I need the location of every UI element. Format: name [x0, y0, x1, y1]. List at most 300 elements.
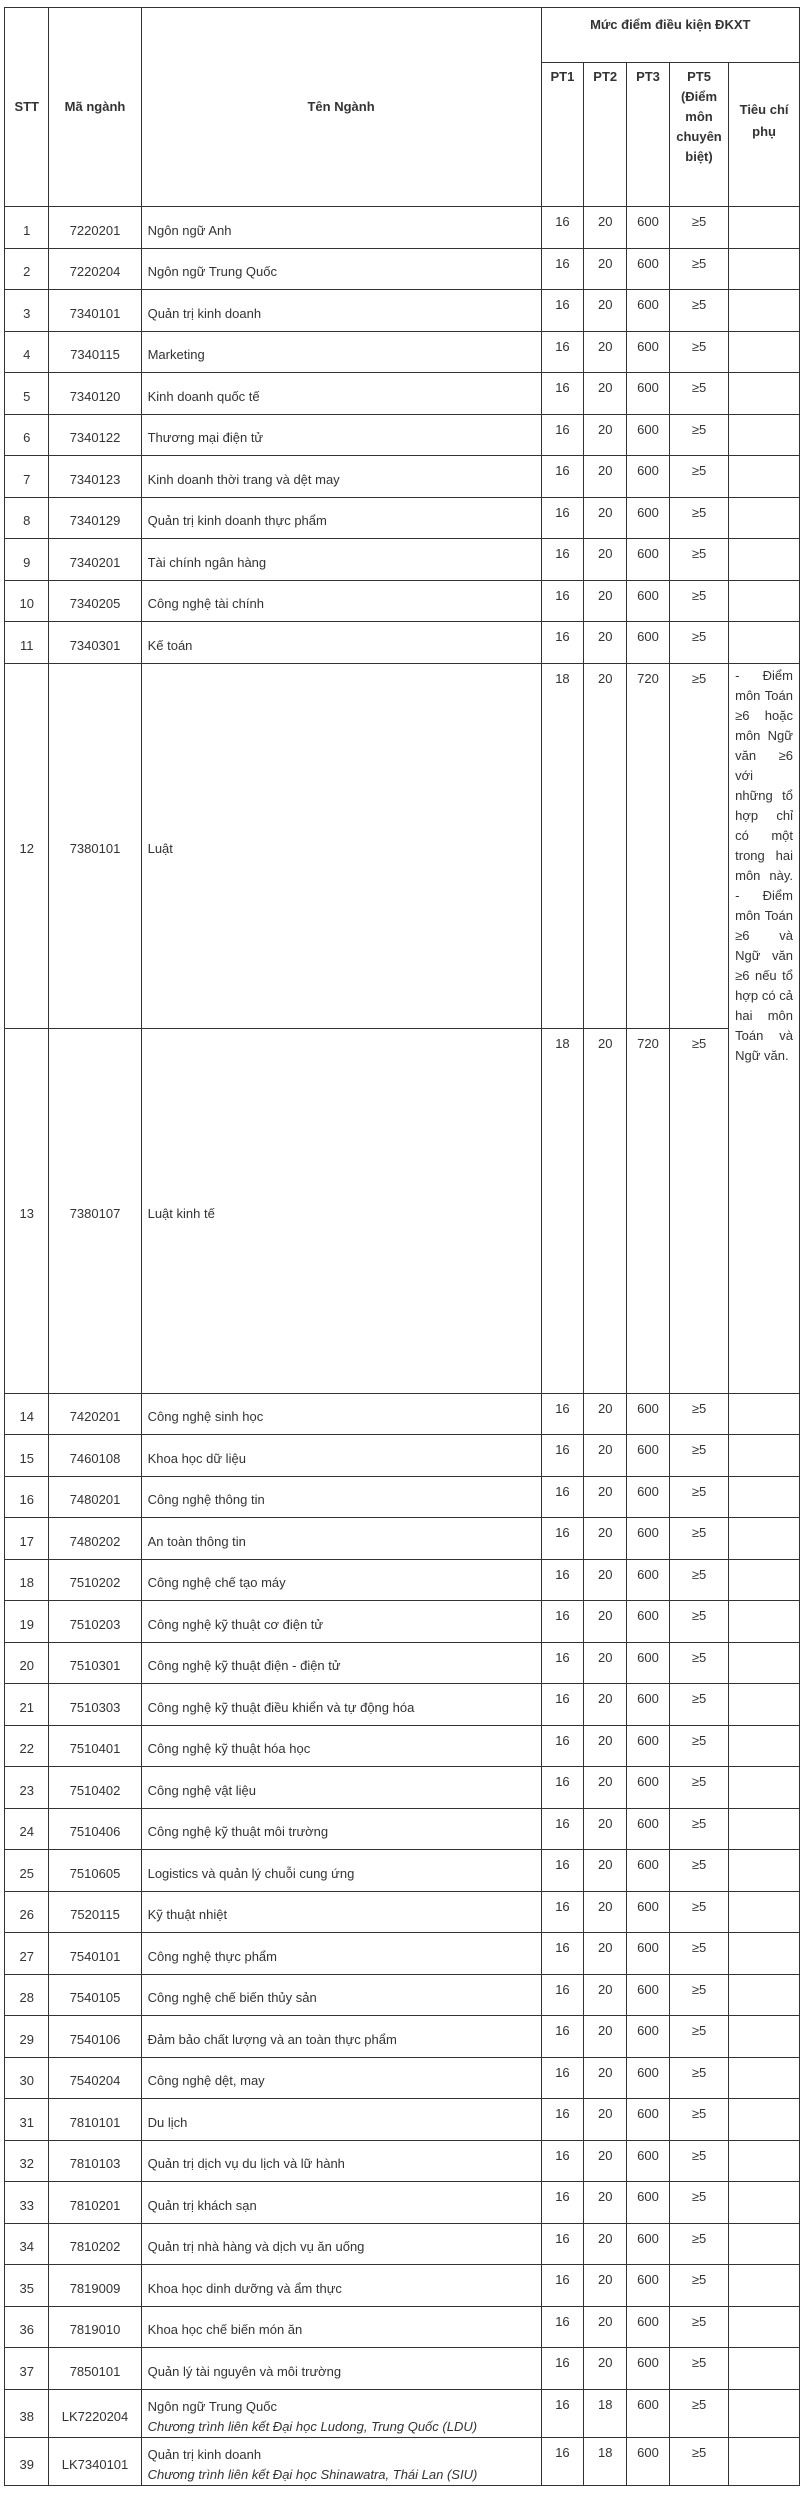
row-pt3: 600: [627, 580, 670, 622]
table-row: [5, 497, 800, 539]
row-code: 7380101: [49, 663, 141, 1028]
row-pt2: 20: [584, 1601, 627, 1643]
row-code: 7220201: [49, 207, 141, 249]
row-name: [141, 1435, 541, 1477]
row-pt3: 600: [627, 2348, 670, 2390]
row-name: [141, 1725, 541, 1767]
row-pt3: 600: [627, 539, 670, 581]
row-pt1: 16: [541, 414, 584, 456]
row-pt2: 20: [584, 2182, 627, 2224]
row-code: 7540106: [49, 2016, 141, 2058]
row-pt5: ≥5: [669, 2099, 728, 2141]
row-stt: 13: [5, 1028, 49, 1393]
row-stt: 10: [5, 580, 49, 622]
row-pt2: 20: [584, 663, 627, 1028]
row-pt5: ≥5: [669, 2348, 728, 2390]
row-pt3: 600: [627, 1518, 670, 1560]
row-program-note: Chương trình liên kết Đại học Shinawatra, Thái Lan (SIU): [147, 2466, 478, 2482]
row-tieu-chi-phu: [729, 1808, 800, 1850]
row-stt: 19: [5, 1601, 49, 1643]
row-stt: 7: [5, 456, 49, 498]
row-pt5: ≥5: [669, 1684, 728, 1726]
table-row: [5, 622, 800, 664]
row-tieu-chi-phu: [729, 2140, 800, 2182]
row-code: 7510406: [49, 1808, 141, 1850]
row-pt3: 600: [627, 1476, 670, 1518]
row-code: 7510402: [49, 1767, 141, 1809]
row-pt2: 18: [584, 2437, 627, 2485]
table-row: [5, 2348, 800, 2390]
row-pt2: 20: [584, 2140, 627, 2182]
row-name-text: Kỹ thuật nhiệt: [147, 1907, 228, 1923]
row-pt5: ≥5: [669, 1850, 728, 1892]
table-row: [5, 248, 800, 290]
row-pt3: 600: [627, 207, 670, 249]
row-name: [141, 2348, 541, 2390]
row-pt1: 16: [541, 1808, 584, 1850]
row-pt3: 600: [627, 2437, 670, 2485]
row-tieu-chi-phu: [729, 1767, 800, 1809]
row-tieu-chi-phu: [729, 1684, 800, 1726]
row-stt: 12: [5, 663, 49, 1028]
row-pt5: ≥5: [669, 1601, 728, 1643]
row-pt3: 600: [627, 1725, 670, 1767]
table-row: [5, 1684, 800, 1726]
row-pt2: 20: [584, 2099, 627, 2141]
row-stt: 5: [5, 373, 49, 415]
row-name-text: Luật kinh tế: [147, 1206, 215, 1221]
row-pt1: 16: [541, 2057, 584, 2099]
row-pt2: 20: [584, 622, 627, 664]
row-tieu-chi-phu: [729, 2389, 800, 2437]
row-name-text: Công nghệ chế tạo máy: [147, 1575, 286, 1591]
row-code: 7510203: [49, 1601, 141, 1643]
row-pt2: 20: [584, 207, 627, 249]
row-pt3: 600: [627, 2389, 670, 2437]
row-name-text: Công nghệ kỹ thuật điện - điện tử: [147, 1658, 341, 1674]
row-name-text: Đảm bảo chất lượng và an toàn thực phẩm: [147, 2031, 397, 2047]
row-code: 7340123: [49, 456, 141, 498]
table-row: [5, 331, 800, 373]
row-stt: 15: [5, 1435, 49, 1477]
table-row: [5, 1559, 800, 1601]
row-stt: 36: [5, 2306, 49, 2348]
row-code: 7340205: [49, 580, 141, 622]
row-pt2: 20: [584, 1684, 627, 1726]
row-name: [141, 207, 541, 249]
row-pt2: 20: [584, 1393, 627, 1435]
header-ten-nganh: Tên Ngành: [141, 8, 541, 207]
row-pt3: 600: [627, 1933, 670, 1975]
row-stt: 29: [5, 2016, 49, 2058]
row-tieu-chi-phu: [729, 1850, 800, 1892]
row-pt2: 20: [584, 1933, 627, 1975]
row-tieu-chi-phu: [729, 1476, 800, 1518]
row-pt2: 20: [584, 290, 627, 332]
header-group-dkxt: Mức điểm điều kiện ĐKXT: [541, 8, 799, 63]
row-tieu-chi-phu: [729, 456, 800, 498]
row-pt3: 600: [627, 331, 670, 373]
row-pt1: 16: [541, 1518, 584, 1560]
row-stt: 24: [5, 1808, 49, 1850]
row-tieu-chi-phu: [729, 2182, 800, 2224]
row-tieu-chi-phu: [729, 2348, 800, 2390]
row-code: 7810103: [49, 2140, 141, 2182]
row-name: [141, 1850, 541, 1892]
row-name-text: Quản trị nhà hàng và dịch vụ ăn uống: [147, 2239, 365, 2255]
header-stt: STT: [5, 8, 49, 207]
table-row: [5, 539, 800, 581]
row-pt5: ≥5: [669, 1808, 728, 1850]
row-pt1: 16: [541, 248, 584, 290]
row-pt3: 600: [627, 2223, 670, 2265]
row-pt2: 20: [584, 1891, 627, 1933]
row-name: [141, 1028, 541, 1393]
row-pt1: 16: [541, 2182, 584, 2224]
row-code: 7340201: [49, 539, 141, 581]
row-stt: 22: [5, 1725, 49, 1767]
row-name-text: Công nghệ chế biến thủy sản: [147, 1990, 317, 2006]
row-pt3: 600: [627, 290, 670, 332]
row-pt2: 18: [584, 2389, 627, 2437]
row-pt2: 20: [584, 456, 627, 498]
row-pt2: 20: [584, 2016, 627, 2058]
row-pt1: 16: [541, 1435, 584, 1477]
row-pt2: 20: [584, 248, 627, 290]
row-name: [141, 1891, 541, 1933]
row-pt5: ≥5: [669, 248, 728, 290]
row-pt5: ≥5: [669, 497, 728, 539]
header-tieu-chi-phu: Tiêu chí phụ: [729, 63, 800, 207]
row-stt: 37: [5, 2348, 49, 2390]
table-row: [5, 456, 800, 498]
row-name-text: Công nghệ thông tin: [147, 1492, 265, 1508]
row-code: 7340122: [49, 414, 141, 456]
row-name: [141, 1767, 541, 1809]
row-pt1: 18: [541, 1028, 584, 1393]
row-name-text: Tài chính ngân hàng: [147, 554, 267, 570]
row-pt2: 20: [584, 1476, 627, 1518]
row-pt1: 16: [541, 1891, 584, 1933]
row-tieu-chi-phu: [729, 2265, 800, 2307]
row-tieu-chi-phu: [729, 373, 800, 415]
row-pt3: 600: [627, 1435, 670, 1477]
row-pt1: 16: [541, 2099, 584, 2141]
table-row: [5, 2389, 800, 2437]
row-name-text: Công nghệ kỹ thuật cơ điện tử: [147, 1616, 324, 1632]
table-row: [5, 2057, 800, 2099]
row-stt: 28: [5, 1974, 49, 2016]
row-pt1: 16: [541, 2223, 584, 2265]
row-pt5: ≥5: [669, 1891, 728, 1933]
table-row: [5, 1642, 800, 1684]
row-tieu-chi-phu: [729, 1891, 800, 1933]
row-name: [141, 2306, 541, 2348]
table-row: [5, 1518, 800, 1560]
row-name-text: Quản lý tài nguyên và môi trường: [147, 2363, 342, 2379]
row-pt2: 20: [584, 414, 627, 456]
row-code: 7810101: [49, 2099, 141, 2141]
table-row: [5, 2223, 800, 2265]
row-tieu-chi-phu: [729, 1435, 800, 1477]
row-name: [141, 2057, 541, 2099]
row-pt5: ≥5: [669, 1642, 728, 1684]
admission-criteria-table: [4, 7, 800, 2486]
row-pt3: 600: [627, 2099, 670, 2141]
row-code: 7510202: [49, 1559, 141, 1601]
row-stt: 26: [5, 1891, 49, 1933]
row-name-text: Công nghệ sinh học: [147, 1409, 264, 1425]
row-name-text: Công nghệ dệt, may: [147, 2073, 265, 2089]
row-stt: 20: [5, 1642, 49, 1684]
row-code: 7850101: [49, 2348, 141, 2390]
row-pt2: 20: [584, 2348, 627, 2390]
row-pt1: 16: [541, 331, 584, 373]
row-pt2: 20: [584, 1767, 627, 1809]
row-name: [141, 2265, 541, 2307]
row-name: [141, 414, 541, 456]
row-code: 7520115: [49, 1891, 141, 1933]
row-name-text: Quản trị kinh doanh: [147, 2446, 262, 2462]
row-pt2: 20: [584, 1808, 627, 1850]
table-header: [5, 8, 800, 207]
row-pt5: ≥5: [669, 1393, 728, 1435]
row-tieu-chi-phu: [729, 622, 800, 664]
header-pt3: PT3: [627, 63, 670, 207]
row-stt: 4: [5, 331, 49, 373]
table-row: [5, 2182, 800, 2224]
row-pt2: 20: [584, 373, 627, 415]
row-name-text: An toàn thông tin: [147, 1533, 246, 1549]
row-name: [141, 580, 541, 622]
row-stt: 33: [5, 2182, 49, 2224]
row-tieu-chi-phu: [729, 2437, 800, 2485]
row-tieu-chi-phu: [729, 414, 800, 456]
row-stt: 32: [5, 2140, 49, 2182]
row-pt1: 16: [541, 2265, 584, 2307]
row-name: [141, 1642, 541, 1684]
row-stt: 25: [5, 1850, 49, 1892]
row-name-text: Quản trị khách sạn: [147, 2197, 257, 2213]
row-pt3: 600: [627, 1767, 670, 1809]
header-ma-nganh: Mã ngành: [49, 8, 141, 207]
row-tieu-chi-phu: [729, 290, 800, 332]
row-tieu-chi-phu: [729, 1518, 800, 1560]
row-code: 7480202: [49, 1518, 141, 1560]
row-pt5: ≥5: [669, 1476, 728, 1518]
row-code: 7810202: [49, 2223, 141, 2265]
row-pt1: 16: [541, 622, 584, 664]
row-pt5: ≥5: [669, 2016, 728, 2058]
row-name-text: Khoa học dữ liệu: [147, 1450, 246, 1466]
header-pt1: PT1: [541, 63, 584, 207]
row-tieu-chi-phu: [729, 2057, 800, 2099]
row-pt5: ≥5: [669, 2057, 728, 2099]
row-name: [141, 331, 541, 373]
row-name: [141, 497, 541, 539]
row-name-text: Công nghệ kỹ thuật điều khiển và tự động hóa: [147, 1699, 415, 1715]
row-pt5: ≥5: [669, 580, 728, 622]
row-name-text: Kinh doanh thời trang và dệt may: [147, 471, 340, 487]
row-pt5: ≥5: [669, 290, 728, 332]
row-code: 7380107: [49, 1028, 141, 1393]
row-pt2: 20: [584, 2057, 627, 2099]
row-stt: 35: [5, 2265, 49, 2307]
row-pt2: 20: [584, 2223, 627, 2265]
row-name: [141, 2437, 541, 2485]
row-pt5: ≥5: [669, 663, 728, 1028]
row-pt1: 16: [541, 539, 584, 581]
row-tieu-chi-phu: [729, 539, 800, 581]
row-name-text: Kế toán: [147, 637, 193, 653]
row-stt: 16: [5, 1476, 49, 1518]
row-name-text: Công nghệ tài chính: [147, 596, 264, 612]
row-pt3: 600: [627, 1393, 670, 1435]
row-tieu-chi-phu: [729, 2016, 800, 2058]
row-stt: 9: [5, 539, 49, 581]
row-tieu-chi-phu: [729, 2306, 800, 2348]
row-tieu-chi-phu: [729, 248, 800, 290]
table-row: [5, 1891, 800, 1933]
row-pt3: 600: [627, 2265, 670, 2307]
row-code: 7480201: [49, 1476, 141, 1518]
row-code: 7540204: [49, 2057, 141, 2099]
row-pt2: 20: [584, 1518, 627, 1560]
row-pt2: 20: [584, 2265, 627, 2307]
row-pt5: ≥5: [669, 1559, 728, 1601]
row-pt1: 16: [541, 497, 584, 539]
row-code: 7420201: [49, 1393, 141, 1435]
row-name-text: Ngôn ngữ Trung Quốc: [147, 2398, 277, 2414]
table-row: [5, 207, 800, 249]
row-name-text: Luật: [147, 841, 173, 856]
row-name: [141, 2182, 541, 2224]
row-pt1: 16: [541, 1725, 584, 1767]
table-row: [5, 2265, 800, 2307]
row-code: 7340301: [49, 622, 141, 664]
table-body: [5, 207, 800, 2486]
row-pt2: 20: [584, 1028, 627, 1393]
row-name-text: Kinh doanh quốc tế: [147, 388, 260, 404]
row-code: 7510605: [49, 1850, 141, 1892]
row-pt2: 20: [584, 580, 627, 622]
row-pt2: 20: [584, 1642, 627, 1684]
row-pt1: 16: [541, 2306, 584, 2348]
tieu-chi-phu-note: - Điểm môn Toán ≥6 hoặc môn Ngữ văn ≥6 với những tổ hợp chỉ có một trong hai môn này. - Điểm môn Toán ≥6 và Ngữ văn ≥6 nếu tổ hợp có cả hai môn Toán và Ngữ văn.: [729, 663, 800, 1393]
row-name: [141, 1518, 541, 1560]
row-pt3: 600: [627, 373, 670, 415]
row-pt5: ≥5: [669, 456, 728, 498]
row-tieu-chi-phu: [729, 2099, 800, 2141]
row-name: [141, 1808, 541, 1850]
row-pt3: 600: [627, 1559, 670, 1601]
row-stt: 27: [5, 1933, 49, 1975]
row-pt1: 16: [541, 1476, 584, 1518]
row-pt3: 600: [627, 622, 670, 664]
row-name-text: Công nghệ thực phẩm: [147, 1948, 277, 1964]
row-name-text: Ngôn ngữ Anh: [147, 222, 232, 238]
row-code: 7540105: [49, 1974, 141, 2016]
row-name-text: Logistics và quản lý chuỗi cung ứng: [147, 1865, 355, 1881]
row-pt1: 16: [541, 580, 584, 622]
row-pt3: 600: [627, 1891, 670, 1933]
row-pt3: 600: [627, 1684, 670, 1726]
row-stt: 3: [5, 290, 49, 332]
row-stt: 18: [5, 1559, 49, 1601]
row-code: 7220204: [49, 248, 141, 290]
row-pt5: ≥5: [669, 2437, 728, 2485]
row-stt: 39: [5, 2437, 49, 2485]
row-code: 7540101: [49, 1933, 141, 1975]
row-pt2: 20: [584, 1850, 627, 1892]
row-pt3: 600: [627, 414, 670, 456]
table-row: [5, 663, 800, 1028]
table-row: [5, 2140, 800, 2182]
row-name: [141, 1476, 541, 1518]
row-pt1: 16: [541, 1933, 584, 1975]
row-stt: 2: [5, 248, 49, 290]
row-pt5: ≥5: [669, 414, 728, 456]
table-row: [5, 2437, 800, 2485]
row-name: [141, 622, 541, 664]
row-pt5: ≥5: [669, 2182, 728, 2224]
row-tieu-chi-phu: [729, 331, 800, 373]
row-code: 7510301: [49, 1642, 141, 1684]
row-stt: 8: [5, 497, 49, 539]
row-pt3: 600: [627, 2016, 670, 2058]
row-pt2: 20: [584, 1435, 627, 1477]
row-pt1: 16: [541, 1642, 584, 1684]
row-pt2: 20: [584, 1974, 627, 2016]
table-row: [5, 290, 800, 332]
row-pt5: ≥5: [669, 207, 728, 249]
row-name: [141, 1974, 541, 2016]
row-name-text: Quản trị dịch vụ du lịch và lữ hành: [147, 2156, 345, 2172]
row-name: [141, 290, 541, 332]
row-pt1: 16: [541, 2140, 584, 2182]
row-name: [141, 663, 541, 1028]
row-pt1: 16: [541, 2348, 584, 2390]
row-pt5: ≥5: [669, 373, 728, 415]
row-name: [141, 1393, 541, 1435]
row-code: 7340101: [49, 290, 141, 332]
row-name-text: Quản trị kinh doanh: [147, 305, 262, 321]
row-pt5: ≥5: [669, 2306, 728, 2348]
row-code: 7819009: [49, 2265, 141, 2307]
row-name-text: Du lịch: [147, 2114, 188, 2130]
row-pt5: ≥5: [669, 331, 728, 373]
row-code: 7510303: [49, 1684, 141, 1726]
row-stt: 6: [5, 414, 49, 456]
row-name: [141, 2099, 541, 2141]
row-stt: 1: [5, 207, 49, 249]
row-name-text: Công nghệ vật liệu: [147, 1782, 257, 1798]
row-stt: 34: [5, 2223, 49, 2265]
table-row: [5, 2099, 800, 2141]
row-pt1: 16: [541, 373, 584, 415]
row-pt2: 20: [584, 497, 627, 539]
row-pt1: 16: [541, 1601, 584, 1643]
table-row: [5, 1725, 800, 1767]
row-pt1: 16: [541, 2389, 584, 2437]
row-program-note: Chương trình liên kết Đại học Ludong, Trung Quốc (LDU): [147, 2418, 478, 2434]
row-name: [141, 248, 541, 290]
row-stt: 23: [5, 1767, 49, 1809]
row-pt1: 16: [541, 1684, 584, 1726]
row-code: LK7220204: [49, 2389, 141, 2437]
row-pt2: 20: [584, 1725, 627, 1767]
row-name-text: Khoa học dinh dưỡng và ẩm thực: [147, 2280, 342, 2296]
